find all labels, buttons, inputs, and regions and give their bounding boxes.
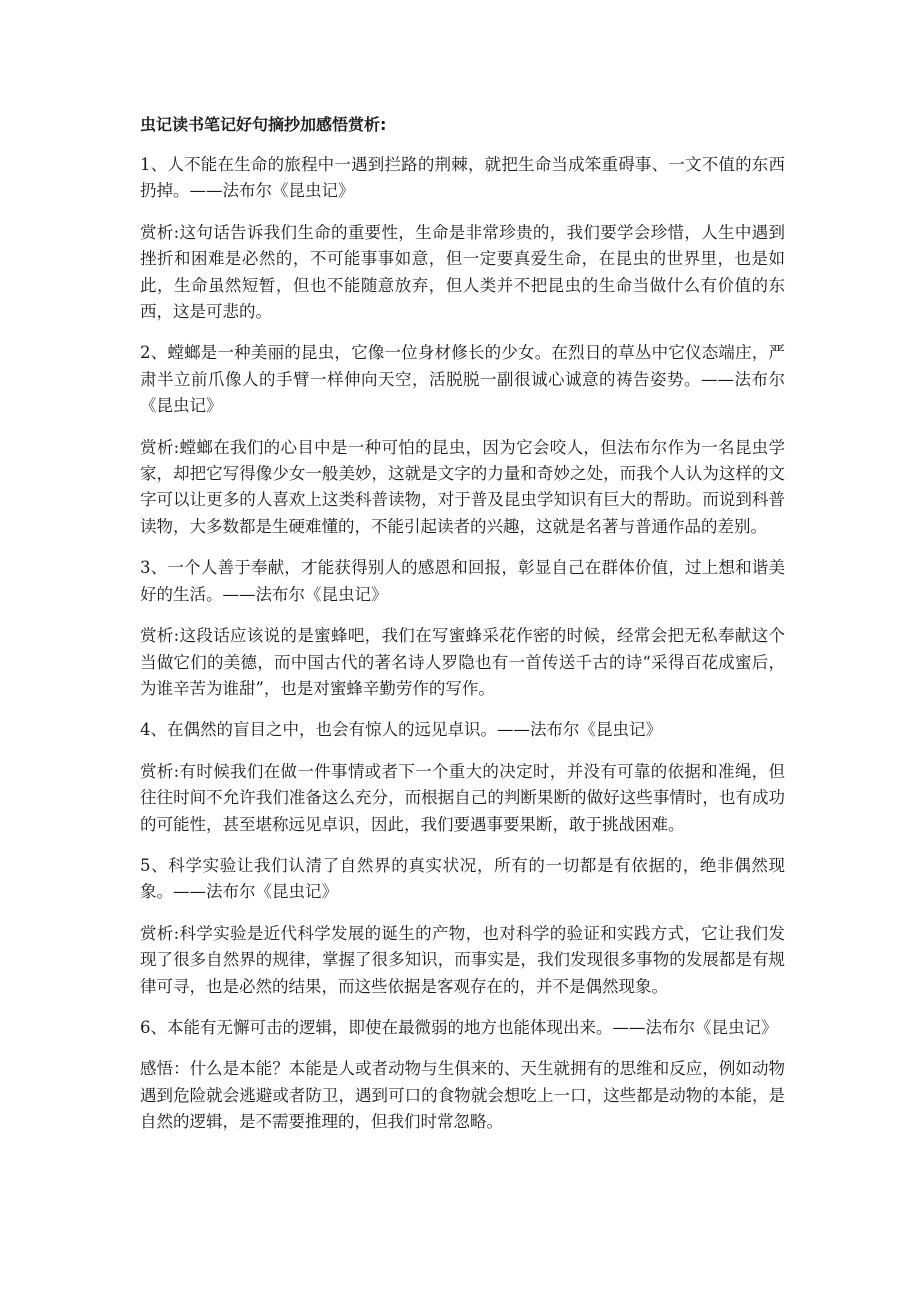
quote-5: 5、科学实验让我们认清了自然界的真实状况，所有的一切都是有依据的，绝非偶然现象。——法布尔《昆虫记》: [140, 855, 785, 902]
analysis-1: 赏析:这句话告诉我们生命的重要性，生命是非常珍贵的，我们要学会珍惜，人生中遇到挫折和困难是必然的，不可能事事如意，但一定要真爱生命，在昆虫的世界里，也是如此，生命虽然短暂，但也不能随意放弃，但人类并不把昆虫的生命当做什么有价值的东西，这是可悲的。: [140, 222, 785, 322]
reflection-6: 感悟：什么是本能？本能是人或者动物与生俱来的、天生就拥有的思维和反应，例如动物遇到危险就会逃避或者防卫，遇到可口的食物就会想吃上一口，这些都是动物的本能，是自然的逻辑，是不需要推理的，但我们时常忽略。: [140, 1059, 785, 1132]
analysis-5: 赏析:科学实验是近代科学发展的诞生的产物，也对科学的验证和实践方式，它让我们发现了很多自然界的规律，掌握了很多知识，而事实是，我们发现很多事物的发展都是有规律可寻，也是必然的结果，而这些依据是客观存在的，并不是偶然现象。: [140, 923, 785, 996]
quote-6: 6、本能有无懈可击的逻辑，即使在最微弱的地方也能体现出来。——法布尔《昆虫记》: [140, 1017, 778, 1037]
analysis-2: 赏析:螳螂在我们的心目中是一种可怕的昆虫，因为它会咬人，但法布尔作为一名昆虫学家，却把它写得像少女一般美妙，这就是文字的力量和奇妙之处，而我个人认为这样的文字可以让更多的人喜欢上这类科普读物，对于普及昆虫学知识有巨大的帮助。而说到科普读物，大多数都是生硬难懂的，不能引起读者的兴趣，这就是名著与普通作品的差别。: [140, 437, 785, 536]
document-page: [140, 112, 785, 1151]
document-title: 虫记读书笔记好句摘抄加感悟赏析:: [140, 115, 387, 134]
quote-3: 3、一个人善于奉献，才能获得别人的感恩和回报，彰显自己在群体价值，过上想和谐美好的生活。——法布尔《昆虫记》: [140, 558, 785, 604]
quote-1: 1、人不能在生命的旅程中一遇到拦路的荆棘，就把生命当成笨重碍事、一文不值的东西扔掉。——法布尔《昆虫记》: [140, 155, 785, 201]
quote-2: 2、螳螂是一种美丽的昆虫，它像一位身材修长的少女。在烈日的草丛中它仪态端庄，严肃半立前爪像人的手臂一样伸向天空，活脱脱一副很诚心诚意的祷告姿势。——法布尔《昆虫记》: [140, 343, 785, 416]
analysis-4: 赏析:有时候我们在做一件事情或者下一个重大的决定时，并没有可靠的依据和准绳，但往往时间不允许我们准备这么充分，而根据自己的判断果断的做好这些事情时，也有成功的可能性，甚至堪称远见卓识，因此，我们要遇事要果断，敢于挑战困难。: [140, 761, 785, 834]
quote-4: 4、在偶然的盲目之中，也会有惊人的远见卓识。——法布尔《昆虫记》: [140, 720, 662, 740]
analysis-3: 赏析:这段话应该说的是蜜蜂吧，我们在写蜜蜂采花作密的时候，经常会把无私奉献这个当做它们的美德，而中国古代的著名诗人罗隐也有一首传送千古的诗“采得百花成蜜后，为谁辛苦为谁甜”，也是对蜜蜂辛勤劳作的写作。: [140, 626, 785, 698]
